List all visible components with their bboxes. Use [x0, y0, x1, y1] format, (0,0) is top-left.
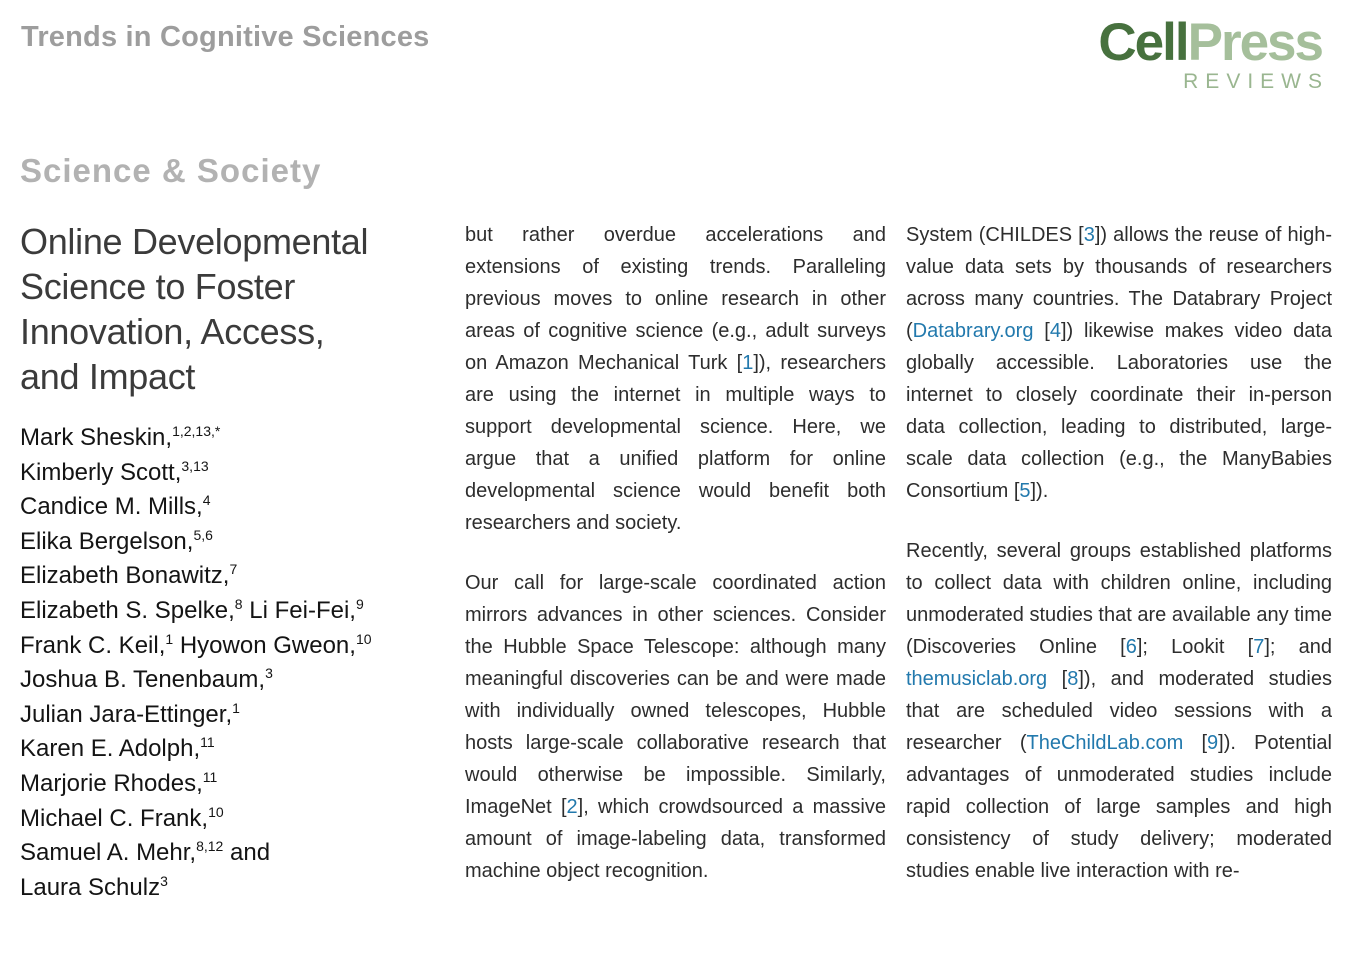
reference-link[interactable]: 4 — [1049, 320, 1061, 342]
author-line — [20, 594, 460, 629]
title-line: Innovation, Access, — [20, 311, 325, 352]
article-title — [20, 219, 450, 399]
reference-link[interactable]: 7 — [1253, 636, 1265, 658]
author-name: Hyowon Gweon, — [173, 631, 356, 659]
affiliation-superscript: 3 — [265, 665, 273, 682]
author-line — [20, 525, 460, 560]
logo-reviews-label: REVIEWS — [1183, 70, 1329, 93]
author-name: Kimberly Scott, — [20, 458, 182, 486]
paragraph — [906, 219, 1332, 507]
logo-cell-text: Cell — [1098, 13, 1188, 72]
author-name: Elika Bergelson, — [20, 527, 194, 555]
body-text: Recently, several groups established platforms to collect data with children online, including unmoderated studies that are available any time (Discoveries Online [ — [906, 540, 1332, 658]
author-line — [20, 629, 460, 664]
body-text: ]) likewise makes video data globally accessible. Laboratories use the internet to closely coordinate their in-person data collection, leading to distributed, large-scale data collection (e.g., the ManyBabies Consortium [ — [906, 320, 1332, 502]
body-text: ]) allows the reuse of high-value data sets by thousands of researchers across many countries. The Databrary Project ( — [906, 224, 1332, 342]
body-text: Our call for large-scale coordinated action mirrors advances in other sciences. Consider the Hubble Space Telescope: although many meaningful discoveries can be and were made with individually owned telescopes, Hubble hosts large-scale collaborative research that would otherwise be impossible. Similarly, ImageNet [ — [465, 572, 886, 818]
affiliation-superscript: 10 — [355, 630, 372, 647]
body-text: System (CHILDES [ — [906, 224, 1084, 246]
author-line — [20, 802, 460, 837]
affiliation-superscript: 5,6 — [193, 526, 213, 543]
affiliation-superscript: 7 — [229, 561, 238, 578]
reference-link[interactable]: themusiclab.org — [906, 668, 1048, 690]
body-text: [ — [1033, 320, 1050, 342]
reference-link[interactable]: 2 — [566, 796, 578, 818]
affiliation-superscript: 1 — [165, 630, 174, 647]
author-line — [20, 559, 460, 594]
affiliation-superscript: 1 — [232, 699, 240, 716]
author-name: Marjorie Rhodes, — [20, 769, 203, 797]
body-text: ]). — [1030, 480, 1049, 502]
author-line — [20, 490, 460, 525]
body-text: ]), researchers are using the internet in multiple ways to support developmental science. Here, we argue that a unified platform for online developmental science would benefit both researchers and society. — [465, 352, 886, 534]
title-line: and Impact — [20, 356, 196, 397]
author-name: Frank C. Keil, — [20, 631, 166, 659]
affiliation-superscript: 3 — [160, 872, 168, 889]
affiliation-superscript: 9 — [355, 595, 364, 612]
body-text: ], which crowdsourced a massive amount of image-labeling data, transformed machine object recognition. — [465, 796, 886, 882]
section-heading: Science & Society — [20, 152, 322, 189]
reference-link[interactable]: 3 — [1083, 224, 1095, 246]
author-line — [20, 663, 460, 698]
author-line — [20, 698, 460, 733]
body-text: ]; Lookit [ — [1136, 636, 1254, 658]
affiliation-superscript: 11 — [202, 768, 218, 785]
reference-link[interactable]: 5 — [1019, 480, 1031, 502]
author-name: Laura Schulz — [20, 873, 161, 901]
reference-link[interactable]: TheChildLab.com — [1026, 732, 1184, 754]
title-line: Science to Foster — [20, 266, 296, 307]
affiliation-superscript: 8,12 — [196, 838, 224, 855]
affiliation-superscript: 1,2,13,* — [172, 423, 221, 439]
affiliation-superscript: 11 — [200, 734, 215, 751]
author-name: Karen E. Adolph, — [20, 735, 201, 763]
author-line — [20, 421, 460, 456]
body-text: ]; and — [1264, 636, 1332, 658]
body-text: [ — [1183, 732, 1208, 754]
body-column-right — [906, 219, 1332, 915]
author-line — [20, 732, 460, 767]
journal-name: Trends in Cognitive Sciences — [21, 21, 430, 53]
paragraph — [906, 535, 1332, 887]
affiliation-superscript: 8 — [234, 595, 243, 612]
author-name: Mark Sheskin, — [20, 424, 173, 451]
affiliation-superscript: 10 — [208, 803, 224, 820]
paragraph — [465, 219, 886, 539]
body-column-middle — [465, 219, 886, 915]
reference-link[interactable]: 8 — [1067, 668, 1079, 690]
body-text: ]), and moderated studies that are scheduled video sessions with a researcher ( — [906, 668, 1332, 754]
title-line: Online Developmental — [20, 221, 369, 262]
cellpress-wordmark — [1098, 13, 1322, 72]
reference-link[interactable]: 9 — [1207, 732, 1219, 754]
author-name: Candice M. Mills, — [20, 493, 203, 521]
reference-link[interactable]: Databrary.org — [912, 320, 1034, 342]
body-text: ]). Potential advantages of unmoderated studies include rapid collection of large samples and high consistency of study delivery; moderated studies enable live interaction with re- — [906, 732, 1332, 882]
author-name: Elizabeth S. Spelke, — [20, 596, 235, 624]
author-line — [20, 836, 460, 871]
author-name: Julian Jara-Ettinger, — [20, 700, 233, 728]
author-name: and — [223, 839, 271, 867]
author-line — [20, 767, 460, 802]
author-name: Li Fei-Fei, — [242, 596, 356, 624]
reference-link[interactable]: 1 — [742, 352, 754, 374]
affiliation-superscript: 3,13 — [181, 457, 209, 474]
reference-link[interactable]: 6 — [1125, 636, 1137, 658]
publisher-logo — [1098, 13, 1329, 94]
affiliation-superscript: 4 — [202, 492, 211, 509]
author-name: Elizabeth Bonawitz, — [20, 562, 230, 590]
body-text: but rather overdue accelerations and extensions of existing trends. Paralleling previous moves to online research in other areas of cognitive science (e.g., adult surveys on Amazon Mechanical Turk [ — [465, 224, 886, 374]
body-text: [ — [1047, 668, 1068, 690]
author-line — [20, 871, 460, 906]
author-name: Joshua B. Tenenbaum, — [20, 666, 266, 694]
author-name: Michael C. Frank, — [20, 804, 209, 832]
logo-press-text: Press — [1187, 13, 1322, 72]
paragraph — [465, 567, 886, 887]
author-line — [20, 456, 460, 491]
author-name: Samuel A. Mehr, — [20, 839, 197, 867]
author-list — [20, 421, 460, 905]
